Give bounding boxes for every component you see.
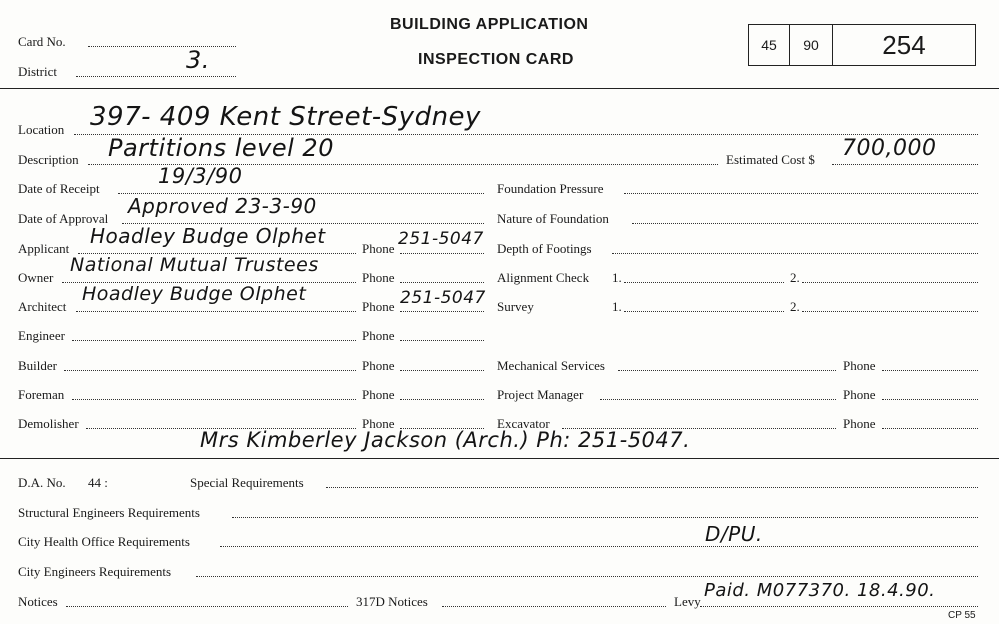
architect-line — [76, 311, 356, 312]
engineer-phone-line — [400, 340, 484, 341]
levy-label: Levy — [674, 594, 701, 609]
applicant-value: Hoadley Budge Olphet — [90, 224, 326, 248]
foreman-line — [72, 399, 356, 400]
description-value: Partitions level 20 — [108, 134, 334, 162]
demolisher-label: Demolisher — [18, 416, 79, 431]
city-engineers-line — [196, 576, 978, 577]
owner-label: Owner — [18, 270, 54, 285]
owner-phone-label: Phone — [362, 270, 395, 285]
foreman-phone-label: Phone — [362, 387, 395, 402]
owner-phone-line — [400, 282, 484, 283]
health-requirements-line — [220, 546, 978, 547]
card-title-line1: BUILDING APPLICATION — [390, 16, 589, 33]
estimated-cost-value: 700,000 — [842, 136, 937, 161]
description-label: Description — [18, 152, 79, 167]
nature-foundation-line — [632, 223, 978, 224]
project-manager-phone-label: Phone — [843, 387, 876, 402]
survey-num-1: 1. — [612, 299, 622, 314]
engineer-phone-label: Phone — [362, 328, 395, 343]
builder-label: Builder — [18, 358, 57, 373]
divider-middle — [0, 458, 999, 459]
architect-label: Architect — [18, 299, 67, 314]
applicant-label: Applicant — [18, 241, 70, 256]
da-no-label: D.A. No. — [18, 475, 66, 490]
alignment-num-2: 2. — [790, 270, 800, 285]
project-manager-phone-line — [882, 399, 978, 400]
alignment-num-1: 1. — [612, 270, 622, 285]
date-receipt-value: 19/3/90 — [158, 164, 243, 188]
alignment-line-1 — [624, 282, 784, 283]
excavator-phone-label: Phone — [843, 416, 876, 431]
survey-line-2 — [802, 311, 978, 312]
city-engineers-label: City Engineers Requirements — [18, 564, 172, 579]
card-no-line — [88, 46, 236, 47]
architect-value: Hoadley Budge Olphet — [82, 283, 307, 305]
box-number-2: 90 — [790, 25, 833, 65]
district-value: 3. — [186, 46, 210, 74]
architect-phone-value: 251-5047 — [400, 288, 486, 308]
divider-top — [0, 88, 999, 89]
engineer-label: Engineer — [18, 328, 65, 343]
excavator-label: Excavator — [497, 416, 550, 431]
card-title-line2: INSPECTION CARD — [418, 51, 574, 68]
project-manager-line — [600, 399, 836, 400]
special-requirements-line — [326, 487, 978, 488]
mechanical-services-line — [618, 370, 836, 371]
location-value: 397- 409 Kent Street-Sydney — [90, 102, 481, 132]
box-number-3: 254 — [882, 29, 926, 60]
estimated-cost-label: Estimated Cost $ — [726, 152, 815, 167]
levy-line — [700, 606, 978, 607]
317d-notices-label: 317D Notices — [356, 594, 428, 609]
special-requirements-label: Special Requirements — [190, 475, 304, 490]
survey-num-2: 2. — [790, 299, 800, 314]
district-line — [76, 76, 236, 77]
health-requirements-label: City Health Office Requirements — [18, 534, 190, 549]
da-no-value: 44 : — [88, 475, 108, 490]
mechanical-services-label: Mechanical Services — [497, 358, 605, 373]
card-no-label: Card No. — [18, 34, 66, 49]
foundation-pressure-label: Foundation Pressure — [497, 181, 604, 196]
district-label: District — [18, 64, 57, 79]
date-approval-value: Approved 23-3-90 — [128, 194, 317, 218]
applicant-phone-label: Phone — [362, 241, 395, 256]
alignment-line-2 — [802, 282, 978, 283]
survey-label: Survey — [497, 299, 534, 314]
structural-requirements-label: Structural Engineers Requirements — [18, 505, 200, 520]
demolisher-phone-label: Phone — [362, 416, 395, 431]
survey-line-1 — [624, 311, 784, 312]
contact-note: Mrs Kimberley Jackson (Arch.) Ph: 251-5047. — [200, 428, 691, 452]
foreman-phone-line — [400, 399, 484, 400]
estimated-cost-line — [832, 164, 978, 165]
notices-label: Notices — [18, 594, 58, 609]
nature-foundation-label: Nature of Foundation — [497, 211, 609, 226]
mechanical-phone-label: Phone — [843, 358, 876, 373]
builder-phone-line — [400, 370, 484, 371]
project-manager-label: Project Manager — [497, 387, 584, 402]
builder-phone-label: Phone — [362, 358, 395, 373]
architect-phone-label: Phone — [362, 299, 395, 314]
box-number-1: 45 — [749, 25, 790, 65]
engineer-line — [72, 340, 356, 341]
health-requirements-value: D/PU. — [705, 522, 763, 546]
levy-value: Paid. M077370. 18.4.90. — [704, 580, 936, 601]
applicant-phone-line — [400, 253, 484, 254]
foundation-pressure-line — [624, 193, 978, 194]
depth-footings-line — [612, 253, 978, 254]
location-label: Location — [18, 122, 65, 137]
notices-line — [66, 606, 348, 607]
owner-value: National Mutual Trustees — [70, 254, 319, 276]
excavator-phone-line — [882, 428, 978, 429]
date-receipt-label: Date of Receipt — [18, 181, 100, 196]
mechanical-phone-line — [882, 370, 978, 371]
structural-requirements-line — [232, 517, 978, 518]
form-code: CP 55 — [948, 610, 976, 621]
alignment-check-label: Alignment Check — [497, 270, 590, 285]
depth-footings-label: Depth of Footings — [497, 241, 592, 256]
applicant-phone-value: 251-5047 — [398, 229, 484, 249]
builder-line — [64, 370, 356, 371]
card-number-box — [748, 24, 976, 66]
architect-phone-line — [400, 311, 484, 312]
foreman-label: Foreman — [18, 387, 65, 402]
317d-notices-line — [442, 606, 666, 607]
date-approval-label: Date of Approval — [18, 211, 109, 226]
